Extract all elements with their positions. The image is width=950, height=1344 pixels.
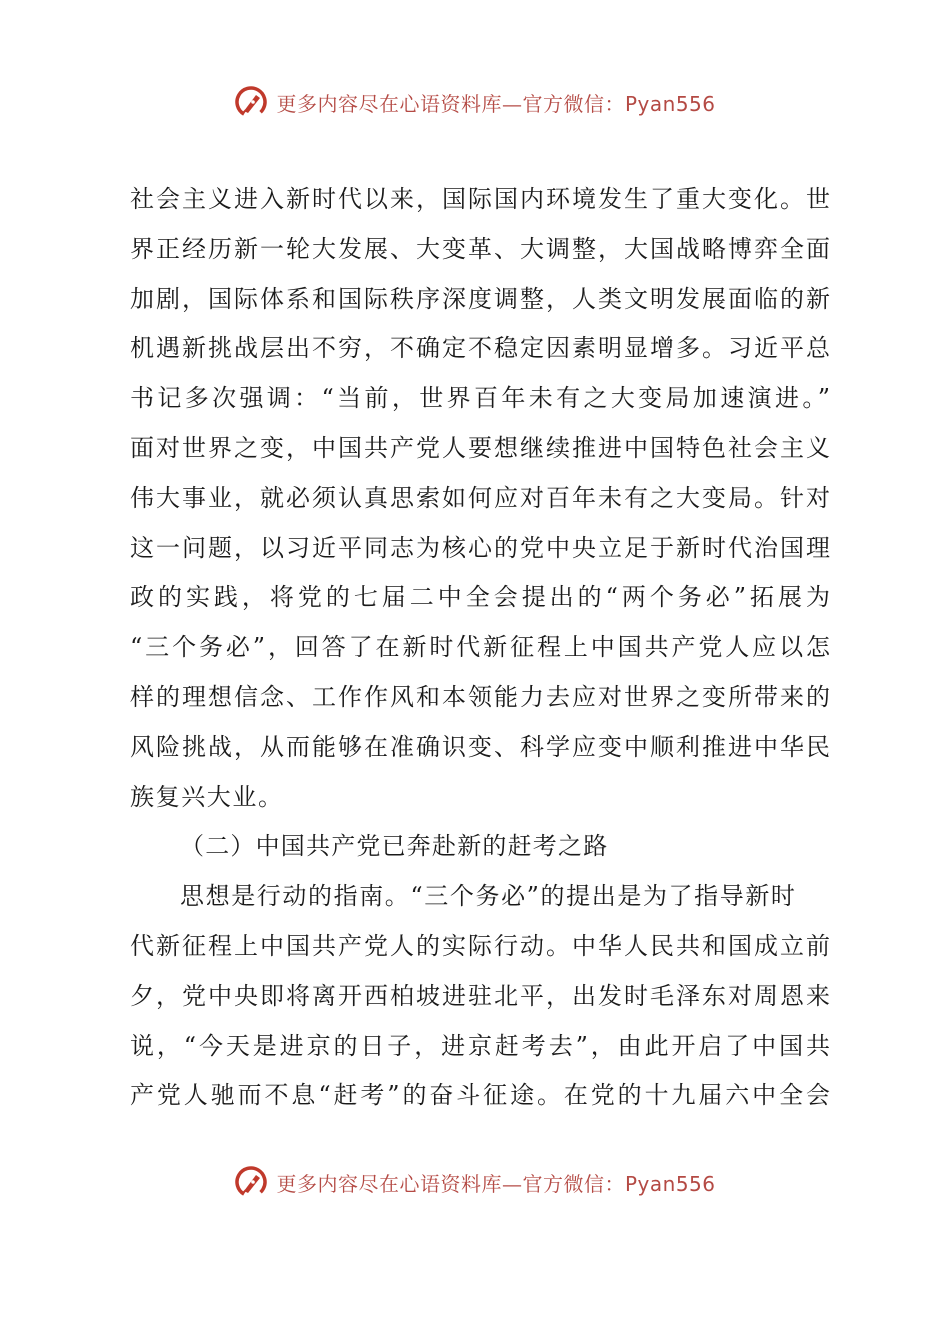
document-body (130, 175, 830, 1121)
banner-text (276, 88, 715, 117)
header-banner (0, 82, 950, 122)
body-line: 加剧，国际体系和国际秩序深度调整，人类文明发展面临的新 (130, 284, 830, 313)
body-line: 伟大事业，就必须认真思索如何应对百年未有之大变局。针对 (130, 483, 830, 512)
body-line: 思想是行动的指南。“三个务必”的提出是为了指导新时 (180, 882, 797, 911)
banner-main-text: 更多内容尽在心语资料库— (276, 91, 523, 116)
body-line: 样的理想信念、工作作风和本领能力去应对世界之变所带来的 (130, 682, 830, 711)
body-line: 风险挑战，从而能够在准确识变、科学应变中顺利推进中华民 (130, 732, 830, 761)
body-line: 夕，党中央即将离开西柏坡进驻北平，出发时毛泽东对周恩来 (130, 981, 830, 1010)
pen-nib-logo-icon (234, 85, 268, 119)
body-line: 族复兴大业。 (130, 782, 284, 811)
body-line: “三个务必”，回答了在新时代新征程上中国共产党人应以怎 (130, 633, 830, 662)
banner-text (276, 1168, 715, 1197)
section-heading: （二）中国共产党已奔赴新的赶考之路 (180, 832, 609, 861)
body-line: 说，“今天是进京的日子，进京赶考去”，由此开启了中国共 (130, 1031, 830, 1060)
body-line: 代新征程上中国共产党人的实际行动。中华人民共和国成立前 (130, 931, 830, 960)
body-line: 面对世界之变，中国共产党人要想继续推进中国特色社会主义 (130, 433, 830, 462)
body-line: 政的实践，将党的七届二中全会提出的“两个务必”拓展为 (130, 583, 830, 612)
body-line: 机遇新挑战层出不穷，不确定不稳定因素明显增多。习近平总 (130, 334, 830, 363)
footer-banner (0, 1162, 950, 1202)
body-line: 书记多次强调：“当前，世界百年未有之大变局加速演进。” (130, 384, 830, 413)
body-line: 社会主义进入新时代以来，国际国内环境发生了重大变化。世 (130, 185, 830, 213)
banner-wechat-label: 官方微信： (522, 91, 625, 116)
pen-nib-logo-icon (234, 1165, 268, 1199)
banner-wechat-id: Pyan556 (624, 1171, 716, 1196)
banner-main-text: 更多内容尽在心语资料库— (276, 1171, 523, 1196)
body-line: 界正经历新一轮大发展、大变革、大调整，大国战略博弈全面 (130, 234, 830, 263)
banner-wechat-label: 官方微信： (522, 1171, 625, 1196)
body-line: 产党人驰而不息“赶考”的奋斗征途。在党的十九届六中全会 (130, 1081, 830, 1110)
banner-wechat-id: Pyan556 (624, 91, 716, 116)
body-line: 这一问题，以习近平同志为核心的党中央立足于新时代治国理 (130, 533, 830, 562)
